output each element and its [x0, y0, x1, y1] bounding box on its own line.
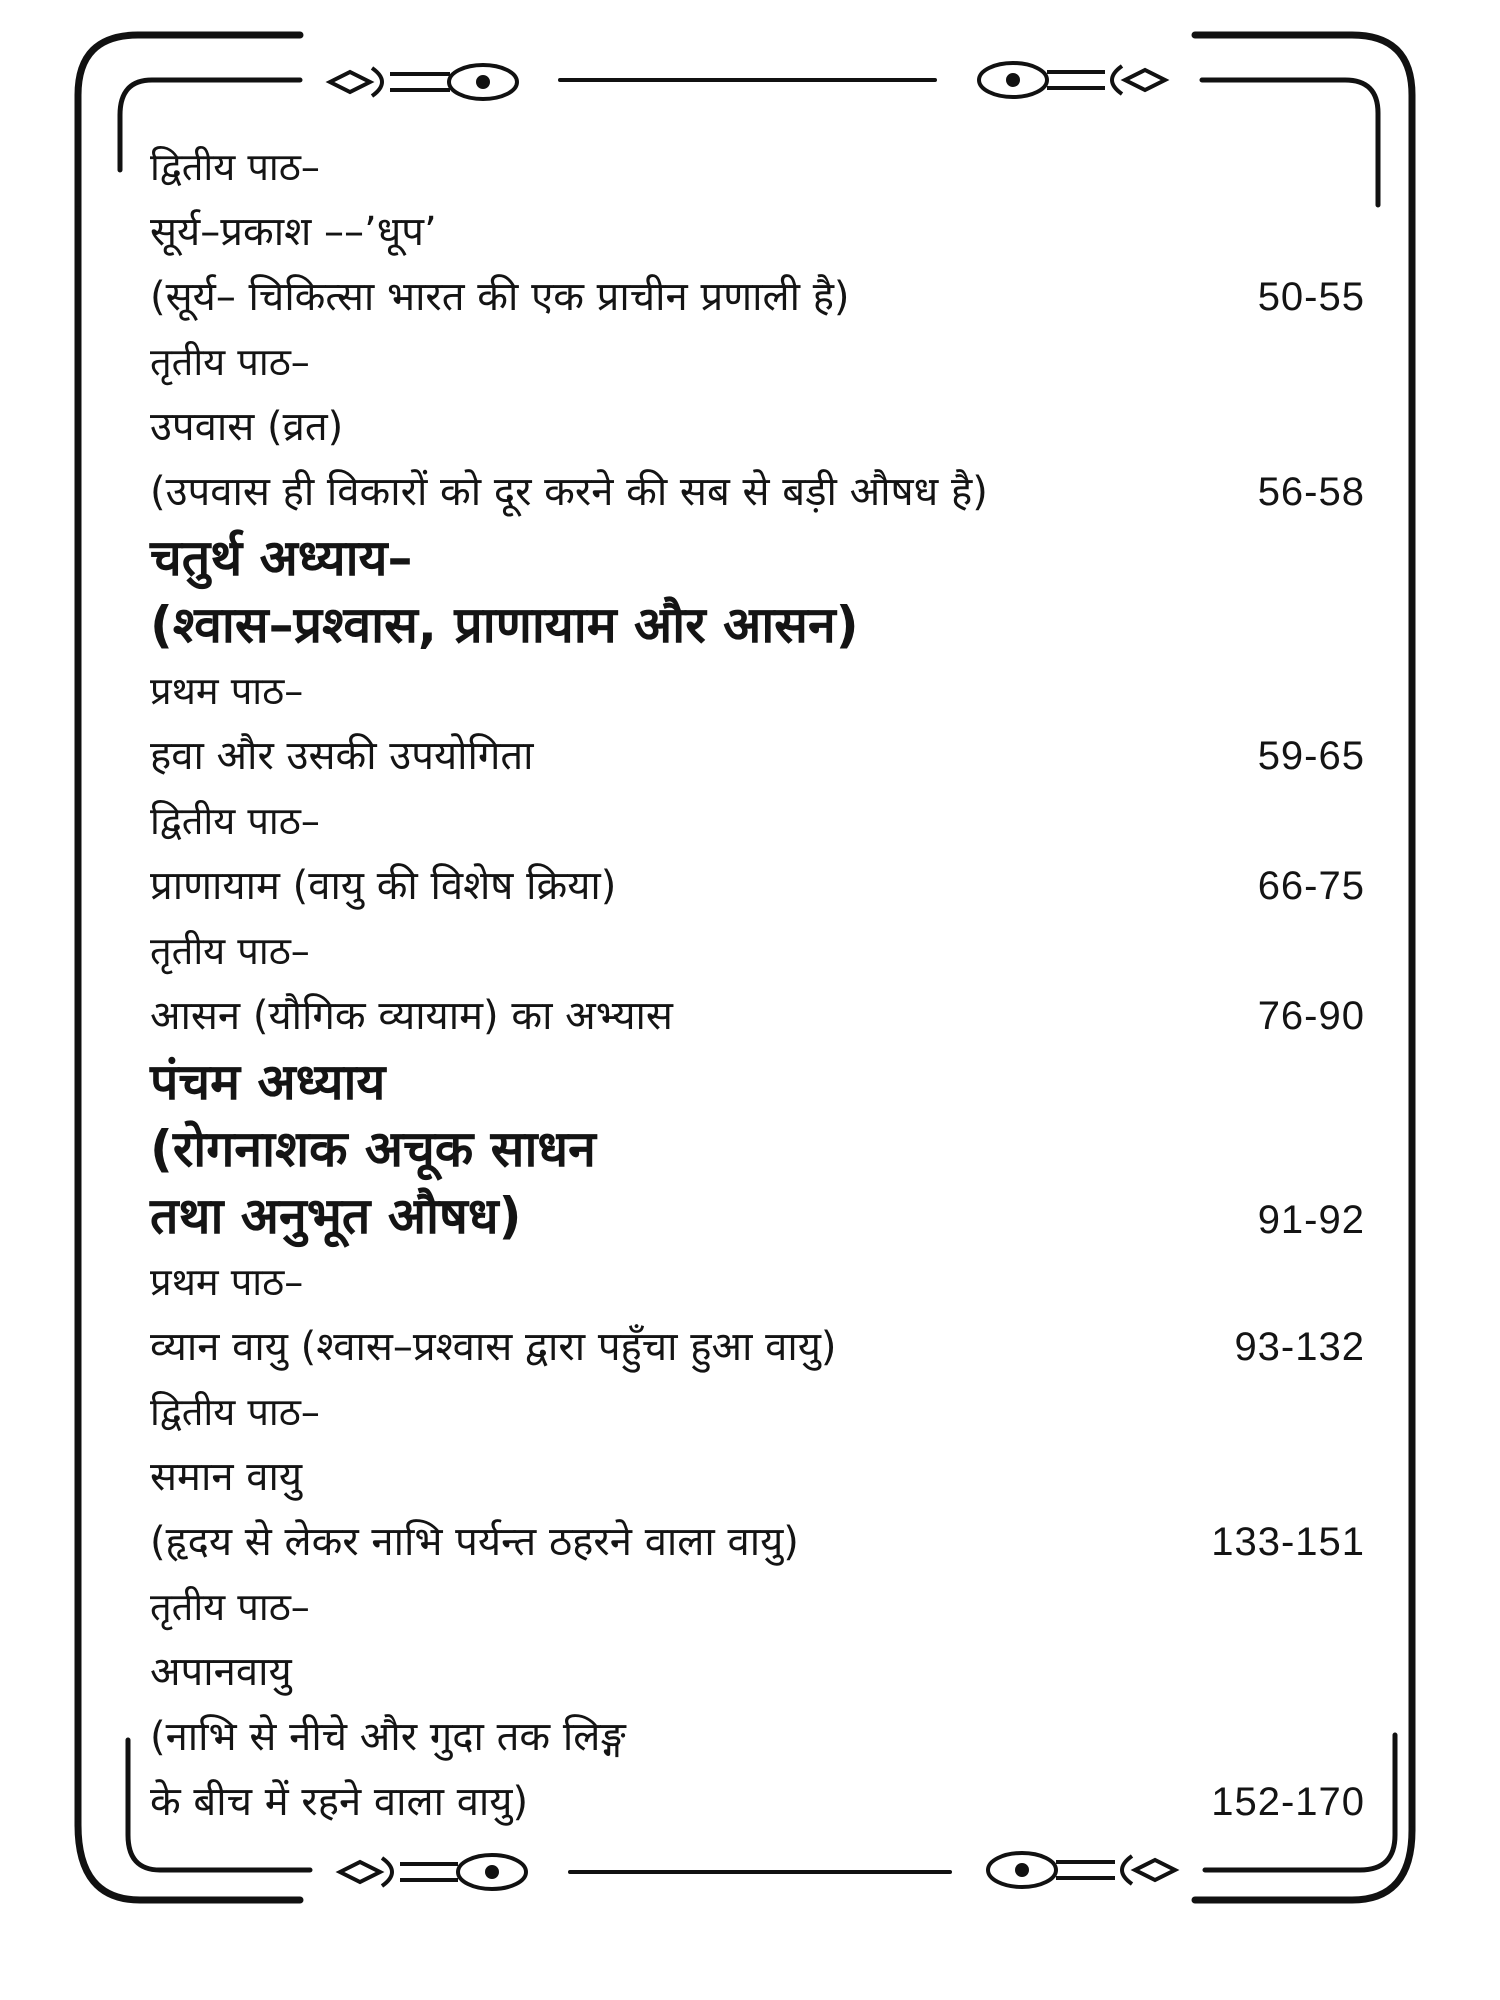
lesson-label — [150, 330, 1365, 395]
lesson-title — [150, 1705, 1365, 1770]
entry-text: (श्वास–प्रश्वास, प्राणायाम और आसन) — [150, 596, 859, 654]
ornament-icon — [340, 1855, 526, 1889]
lesson-title — [150, 395, 1365, 460]
toc-entry — [150, 724, 1365, 789]
toc-entry — [150, 1116, 1365, 1183]
toc-entry — [150, 1770, 1365, 1835]
toc-entry — [150, 1049, 1365, 1116]
toc-entry — [150, 1183, 1365, 1250]
toc-entry — [150, 460, 1365, 525]
lesson-title — [150, 1510, 1365, 1575]
entry-text: (उपवास ही विकारों को दूर करने की सब से बड़ी औषध है) — [150, 469, 988, 515]
border-bottom-left-corner — [78, 1825, 300, 1900]
entry-text: प्रथम पाठ– — [150, 1260, 304, 1304]
lesson-title — [150, 854, 1365, 919]
lesson-label — [150, 135, 1365, 200]
lesson-title — [150, 1770, 1365, 1835]
page-range: 152-170 — [1211, 1780, 1365, 1824]
chapter-heading — [150, 592, 1365, 659]
ornament-icon — [988, 1853, 1175, 1887]
lesson-label — [150, 1380, 1365, 1445]
lesson-title — [150, 1315, 1365, 1380]
page-range: 133-151 — [1211, 1520, 1365, 1564]
entry-text: (हृदय से लेकर नाभि पर्यन्त ठहरने वाला वायु) — [150, 1519, 799, 1565]
lesson-title — [150, 460, 1365, 525]
toc-entry — [150, 135, 1365, 200]
entry-text: आसन (यौगिक व्यायाम) का अभ्यास — [150, 993, 673, 1039]
entry-text: पंचम अध्याय — [150, 1053, 386, 1111]
entry-text: के बीच में रहने वाला वायु) — [150, 1779, 529, 1825]
chapter-heading — [150, 525, 1365, 592]
entry-text: (नाभि से नीचे और गुदा तक लिङ्ग — [150, 1714, 626, 1760]
page-range: 66-75 — [1257, 864, 1365, 908]
entry-text: प्रथम पाठ– — [150, 669, 304, 713]
ornament-icon — [330, 65, 517, 99]
entry-text: अपानवायु — [150, 1649, 292, 1695]
lesson-label — [150, 659, 1365, 724]
lesson-title — [150, 200, 1365, 265]
entry-text: तथा अनुभूत औषध) — [150, 1187, 522, 1245]
entry-text: समान वायु — [150, 1454, 303, 1500]
entry-text: द्वितीय पाठ– — [150, 799, 320, 843]
entry-text: व्यान वायु (श्वास–प्रश्वास द्वारा पहुँचा हुआ वायु) — [150, 1324, 837, 1370]
toc-entry — [150, 1445, 1365, 1510]
toc-entry — [150, 1315, 1365, 1380]
toc-entry — [150, 525, 1365, 592]
lesson-title — [150, 265, 1365, 330]
entry-text: सूर्य–प्रकाश ––’धूप’ — [150, 209, 437, 255]
toc-entry — [150, 1640, 1365, 1705]
entry-text: द्वितीय पाठ– — [150, 1390, 320, 1434]
entry-text: हवा और उसकी उपयोगिता — [150, 733, 534, 779]
table-of-contents — [150, 135, 1365, 1835]
toc-entry — [150, 330, 1365, 395]
page-range: 50-55 — [1257, 275, 1365, 319]
entry-text: तृतीय पाठ– — [150, 340, 310, 384]
toc-entry — [150, 659, 1365, 724]
page-range: 59-65 — [1257, 734, 1365, 778]
lesson-title — [150, 984, 1365, 1049]
toc-entry — [150, 265, 1365, 330]
toc-entry — [150, 919, 1365, 984]
lesson-label — [150, 919, 1365, 984]
entry-text: तृतीय पाठ– — [150, 1585, 310, 1629]
ornament-icon — [979, 63, 1165, 97]
toc-entry — [150, 200, 1365, 265]
toc-entry — [150, 789, 1365, 854]
lesson-title — [150, 1640, 1365, 1705]
toc-entry — [150, 395, 1365, 460]
entry-text: तृतीय पाठ– — [150, 929, 310, 973]
page-range: 76-90 — [1257, 994, 1365, 1038]
toc-entry — [150, 1510, 1365, 1575]
toc-entry — [150, 1575, 1365, 1640]
chapter-heading — [150, 1183, 1365, 1250]
entry-text: उपवास (व्रत) — [150, 404, 344, 450]
toc-entry — [150, 1705, 1365, 1770]
toc-entry — [150, 1250, 1365, 1315]
lesson-label — [150, 789, 1365, 854]
toc-entry — [150, 1380, 1365, 1445]
lesson-title — [150, 724, 1365, 789]
page-range: 91-92 — [1257, 1198, 1365, 1242]
page-range: 93-132 — [1234, 1325, 1365, 1369]
lesson-title — [150, 1445, 1365, 1510]
entry-text: (रोगनाशक अचूक साधन — [150, 1120, 596, 1178]
lesson-label — [150, 1250, 1365, 1315]
toc-entry — [150, 592, 1365, 659]
entry-text: प्राणायाम (वायु की विशेष क्रिया) — [150, 863, 617, 909]
chapter-heading — [150, 1049, 1365, 1116]
entry-text: द्वितीय पाठ– — [150, 145, 320, 189]
toc-entry — [150, 984, 1365, 1049]
toc-entry — [150, 854, 1365, 919]
chapter-heading — [150, 1116, 1365, 1183]
entry-text: चतुर्थ अध्याय– — [150, 529, 413, 587]
entry-text: (सूर्य– चिकित्सा भारत की एक प्राचीन प्रणाली है) — [150, 274, 850, 320]
lesson-label — [150, 1575, 1365, 1640]
page-range: 56-58 — [1257, 470, 1365, 514]
